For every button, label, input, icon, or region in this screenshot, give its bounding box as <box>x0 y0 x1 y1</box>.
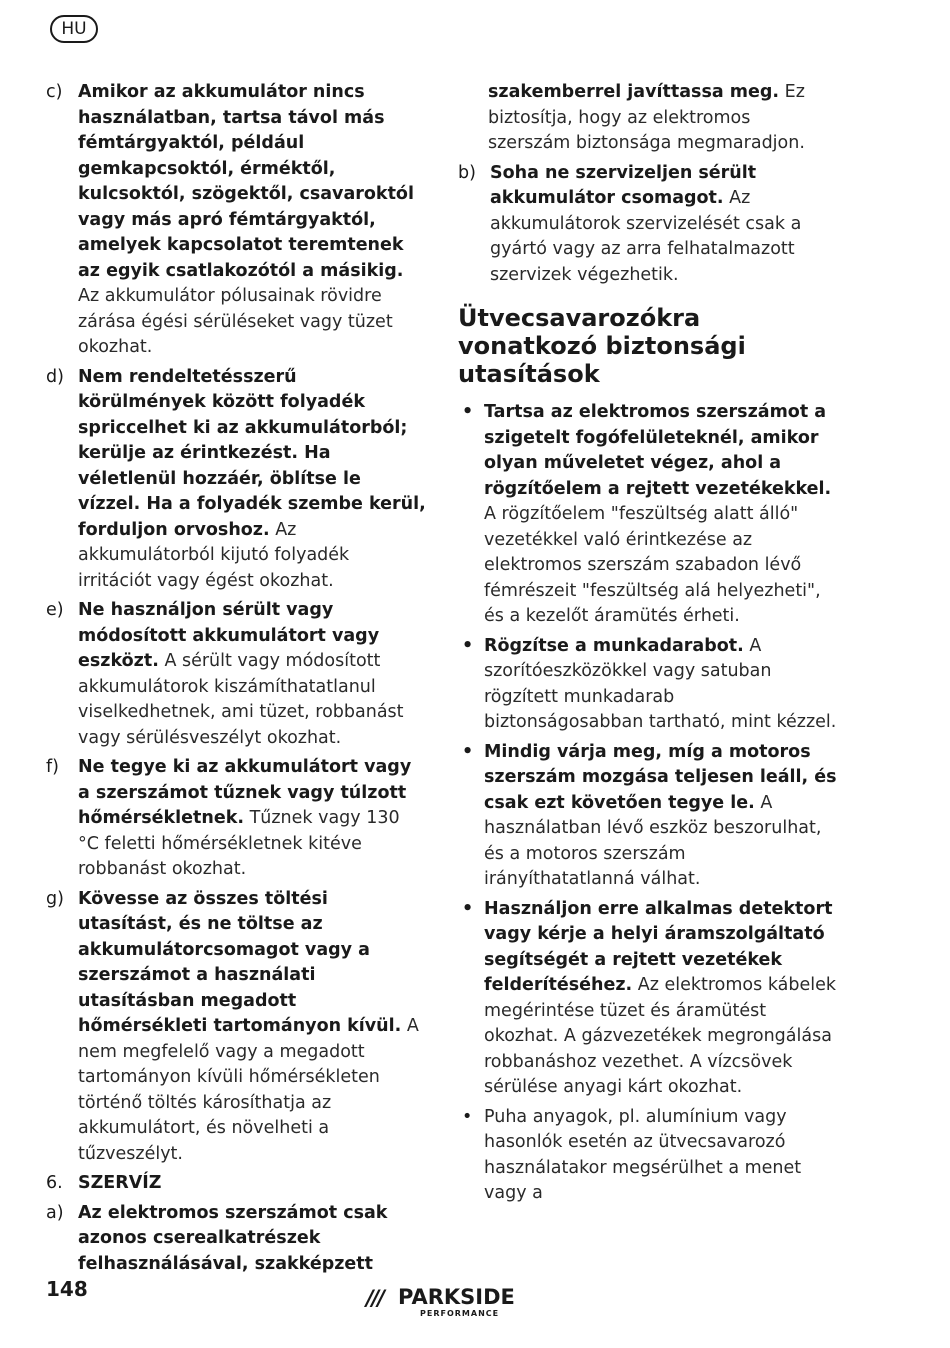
bullet-marker: • <box>462 635 474 656</box>
item-marker: f) <box>46 757 59 777</box>
item-bold-text: Mindig várja meg, míg a motoros szerszám mozgása teljesen leáll, és csak ezt követően tegye le. <box>484 741 837 813</box>
bullet-marker: • <box>462 741 474 762</box>
item-bold-text: Kövesse az összes töltési utasítást, és ne töltse az akkumulátorcsomagot vagy a szerszámot a használati utasításban megadott hőmérsékleti tartományon kívül. <box>78 888 402 1036</box>
item-bold-text: Tartsa az elektromos szerszámot a szigetelt fogófelületeknél, amikor olyan műveletet végez, ahol a rögzítőelem a rejtett vezetékekkel. <box>484 402 832 499</box>
list-item-a <box>46 1201 426 1278</box>
parkside-logo <box>366 1284 516 1324</box>
bullet-item <box>458 897 838 1101</box>
item-light-text: Ez biztosítja, hogy az elektromos szerszám biztonsága megmaradjon. <box>488 82 805 153</box>
item-light-text: Az elektromos kábelek megérintése tüzet és áramütést okozhat. A gázvezetékek megrongálása robbanáshoz vezethet. A vízcsövek sérülése anyagi kárt okozhat. <box>484 975 837 1097</box>
item-marker: a) <box>46 1202 64 1223</box>
logo-subtitle: PERFORMANCE <box>420 1309 500 1318</box>
item-light-text: A sérült vagy módosított akkumulátorok kiszámíthatatlanul viselkedhetnek, ami tüzet, robbanást vagy sérülésveszélyt okozhat. <box>78 651 404 748</box>
bullet-item <box>458 740 838 893</box>
bullet-marker: • <box>462 1106 473 1127</box>
bullet-item <box>458 1105 838 1207</box>
item-light-text: A rögzítőelem "feszültség alatt álló" vezetékkel való érintkezése az elektromos szerszám szabadon lévő fémrészeit "feszültség alá helyezheti", és a kezelőt áramütés érheti. <box>484 504 821 626</box>
list-item-f <box>46 755 426 883</box>
left-column <box>46 80 426 1281</box>
item-light-text: Az akkumulátorból kijutó folyadék irritációt vagy égést okozhat. <box>78 519 350 591</box>
item-light-text: A nem megfelelő vagy a megadott tartományon kívüli hőmérsékleten történő töltés károsíthatja az akkumulátort, és növelheti a tűzveszélyt. <box>78 1016 419 1164</box>
item-light-text: Az akkumulátorok szervizelését csak a gyártó vagy az arra felhatalmazott szervizek végezhetik. <box>490 188 802 285</box>
bullet-item <box>458 400 838 630</box>
item-bold-text: Az elektromos szerszámot csak azonos cserealkatrészek felhasználásával, szakképzett <box>78 1202 388 1274</box>
section-number: 6. <box>46 1173 63 1193</box>
list-item-c <box>46 80 426 361</box>
list-item-b <box>458 161 838 289</box>
item-light-text: A használatban lévő eszköz beszorulhat, és a motoros szerszám irányíthatatlanná válhat. <box>484 792 822 889</box>
safety-heading: Ütvecsavarozókra vonatkozó biztonsági utasítások <box>458 304 746 388</box>
list-item-a-continued <box>458 80 838 157</box>
item-bold-text: szakemberrel javíttassa meg. <box>488 82 780 102</box>
section-heading <box>46 1171 426 1197</box>
list-item-g <box>46 887 426 1168</box>
bullet-marker: • <box>462 898 474 919</box>
item-bold-text: Nem rendeltetésszerű körülmények között folyadék spriccelhet ki az akkumulátorból; kerülje az érintkezést. Ha véletlenül hozzáér, öblítse le vízzel. Ha a folyadék szembe kerül, forduljon orvoshoz. <box>78 366 426 540</box>
page-number: 148 <box>46 1277 88 1301</box>
item-marker: d) <box>46 366 64 387</box>
item-marker: b) <box>458 162 476 183</box>
section-title: SZERVÍZ <box>78 1173 162 1193</box>
item-light-text: Az akkumulátor pólusainak rövidre zárása égési sérüléseket vagy tüzet okozhat. <box>78 286 393 357</box>
logo-brand: PARKSIDE <box>398 1285 515 1309</box>
logo-slashes: /// <box>366 1286 384 1310</box>
item-light-text: A szorítóeszközökkel vagy satuban rögzített munkadarab biztonságosabban tartható, mint kézzel. <box>484 635 837 732</box>
list-item-d <box>46 365 426 595</box>
item-bold-text: Ne használjon sérült vagy módosított akkumulátort vagy eszközt. <box>78 600 380 671</box>
bullet-marker: • <box>462 402 474 422</box>
item-bold-text: Rögzítse a munkadarabot. <box>484 635 744 656</box>
item-marker: g) <box>46 888 64 909</box>
item-bold-text: Soha ne szervizeljen sérült akkumulátor csomagot. <box>490 162 757 208</box>
right-column <box>458 80 838 1211</box>
list-item-e <box>46 598 426 751</box>
item-light-text: Tűznek vagy 130 °C feletti hőmérsékletnek kitéve robbanást okozhat. <box>78 808 400 879</box>
bullet-item <box>458 634 838 736</box>
item-marker: c) <box>46 82 63 102</box>
language-badge: HU <box>50 15 98 43</box>
item-marker: e) <box>46 600 64 620</box>
item-bold-text: Használjon erre alkalmas detektort vagy kérje a helyi áramszolgáltató segítségét a rejtett vezetékek felderítéséhez. <box>484 898 833 995</box>
item-light-text: Puha anyagok, pl. alumínium vagy hasonlók esetén az ütvecsavarozó használatakor megsérülhet a menet vagy a <box>484 1106 802 1203</box>
item-bold-text: Ne tegye ki az akkumulátort vagy a szerszámot tűznek vagy túlzott hőmérsékletnek. <box>78 757 412 828</box>
item-bold-text: Amikor az akkumulátor nincs használatban, tartsa távol más fémtárgyaktól, például gemkapcsoktól, érméktől, kulcsoktól, szögektől, csavaroktól vagy más apró fémtárgyaktól, amelyek kapcsolatot teremtenek az egyik csatlakozótól a másikig. <box>78 82 414 281</box>
